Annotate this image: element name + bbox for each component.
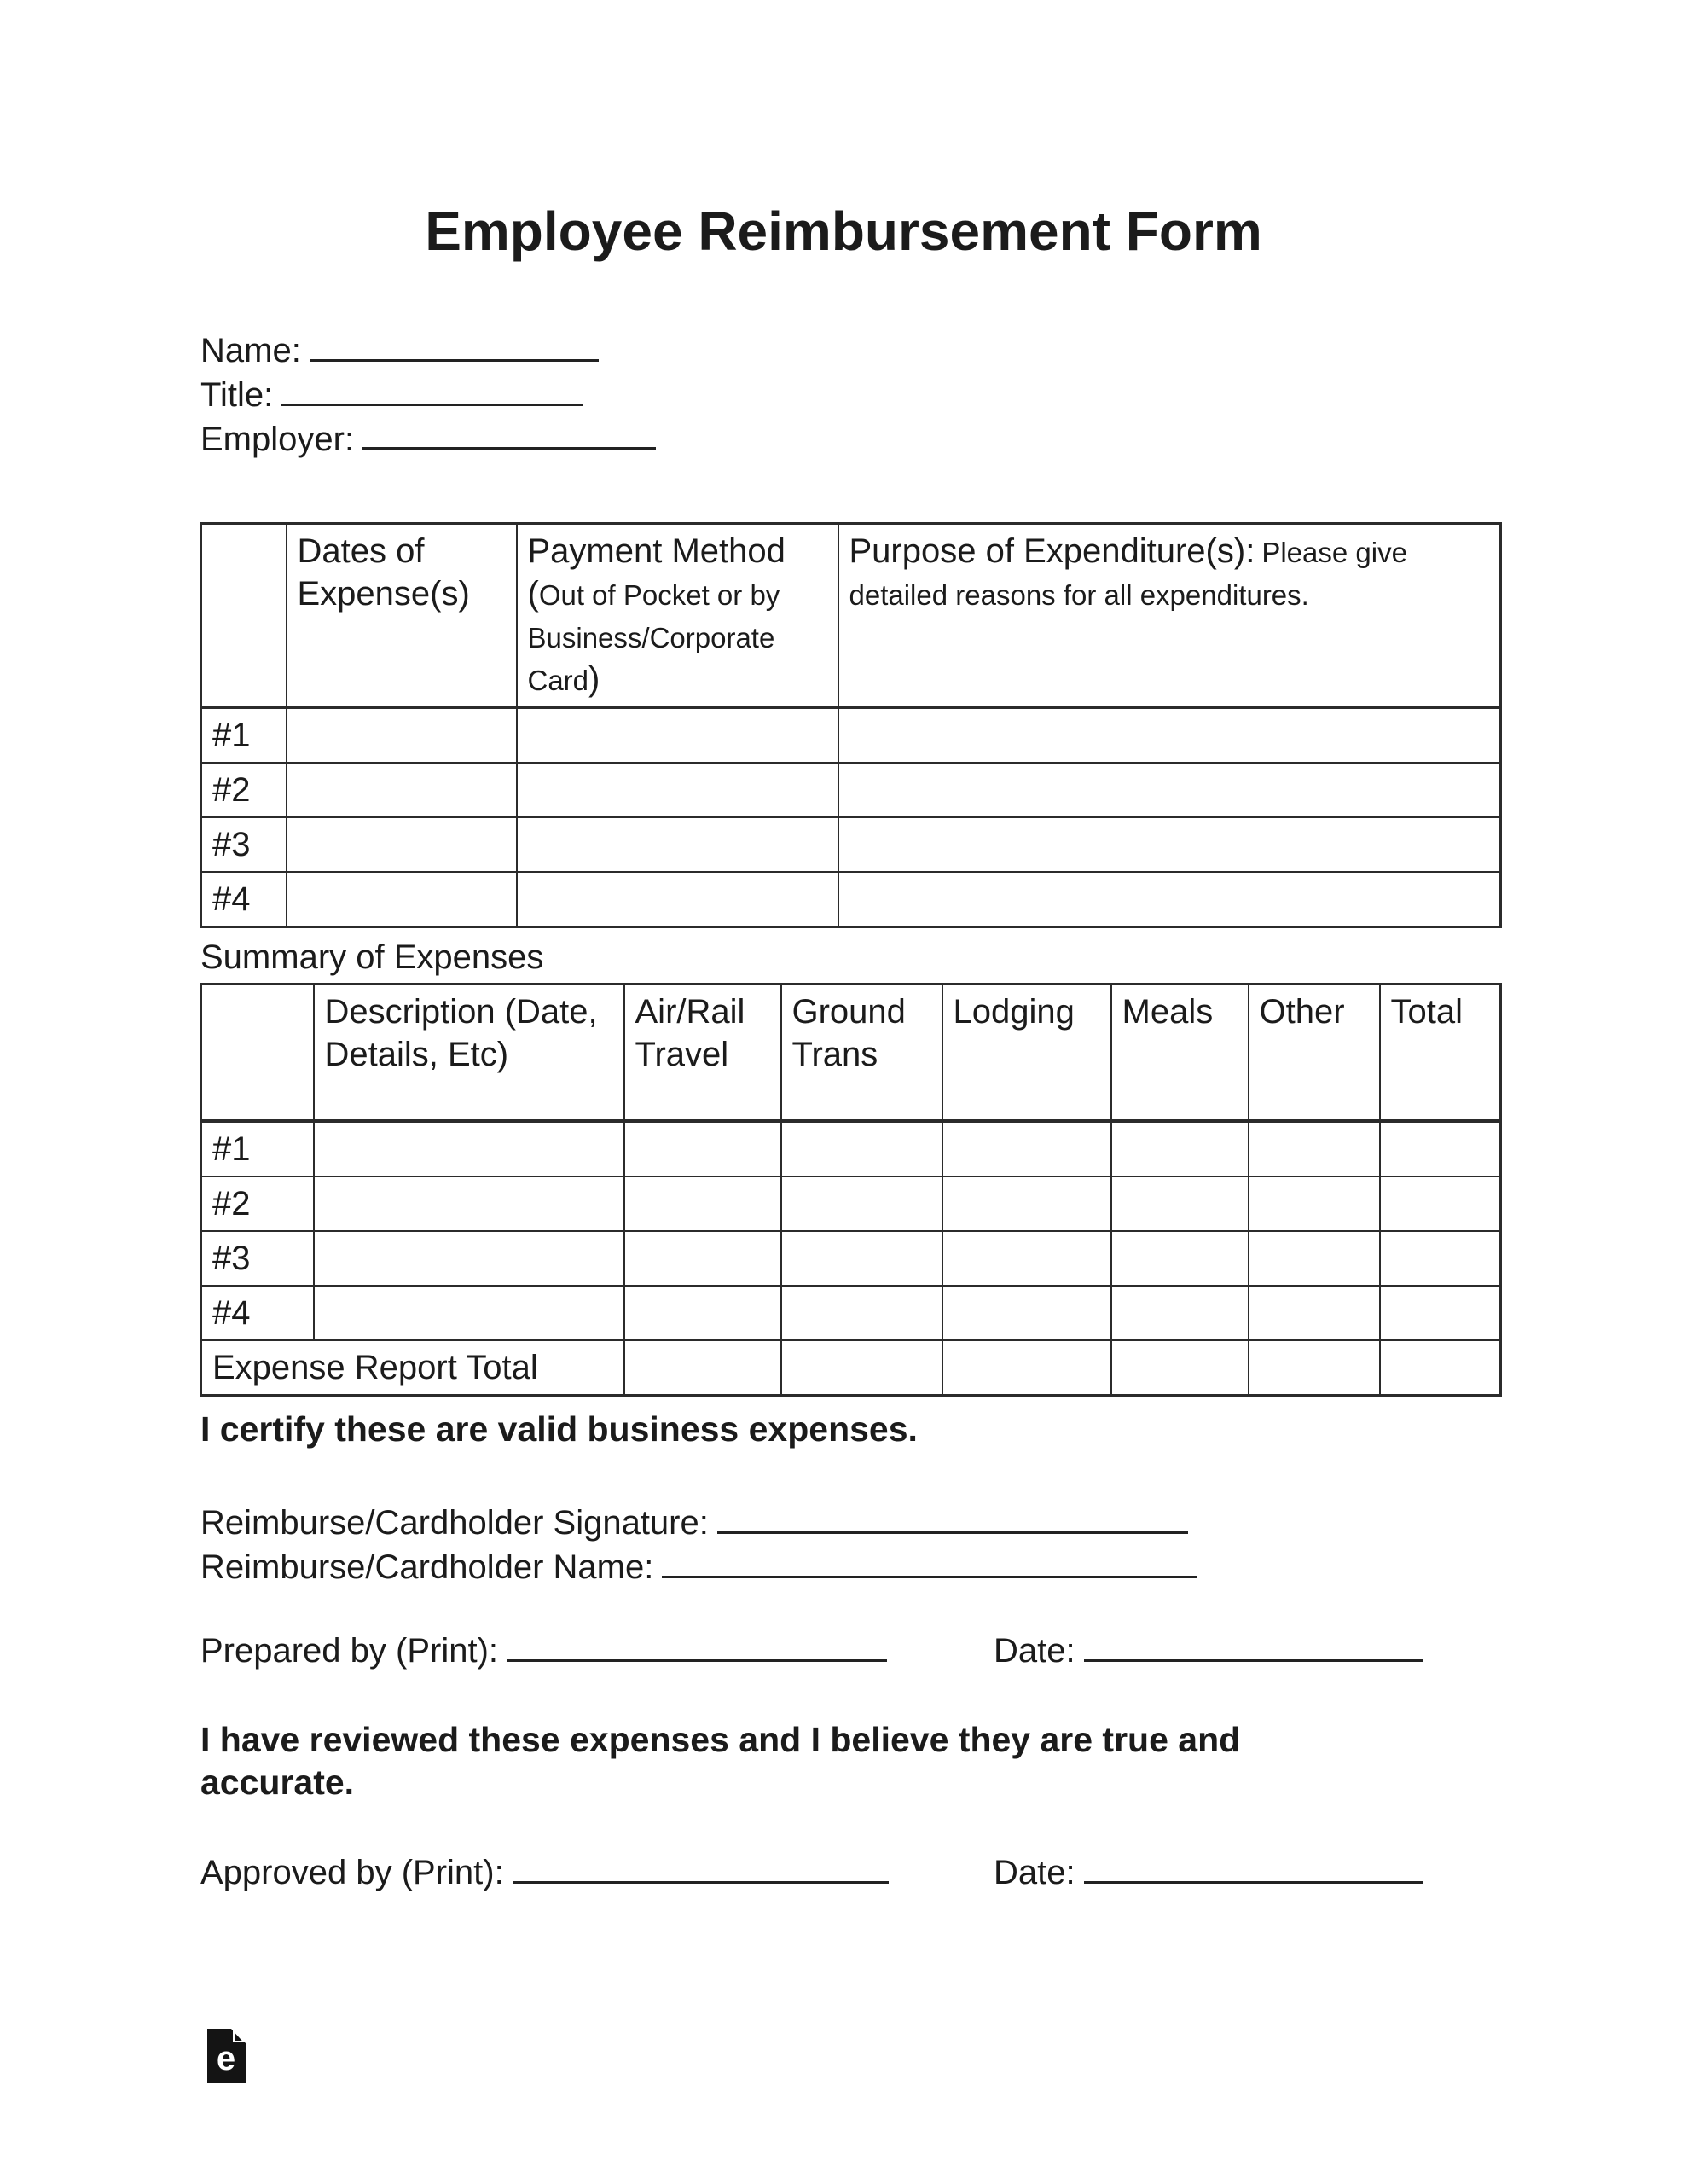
summary-total-lodging[interactable] — [942, 1340, 1111, 1396]
summary-total-ground-trans[interactable] — [781, 1340, 942, 1396]
expense-row-label: #4 — [201, 872, 287, 927]
approved-by-row — [200, 1850, 1502, 1894]
summary-row-3 — [201, 1231, 1501, 1286]
logo-letter: e — [216, 2040, 236, 2077]
summary-row-label: #3 — [201, 1231, 314, 1286]
expense-col-header-payment — [517, 524, 838, 708]
signature-section — [200, 1500, 1197, 1589]
summary-col-header-rownum — [201, 985, 314, 1121]
summary-section-heading: Summary of Expenses — [200, 938, 544, 976]
expense-row-1 — [201, 707, 1501, 763]
expense-cell-dates[interactable] — [287, 872, 517, 927]
summary-row-label: #1 — [201, 1121, 314, 1176]
expense-row-label: #3 — [201, 817, 287, 872]
document-page-icon — [207, 2029, 246, 2083]
summary-row-label: #4 — [201, 1286, 314, 1340]
title-field-row — [200, 372, 656, 416]
expense-cell-payment[interactable] — [517, 763, 838, 817]
expense-row-label: #1 — [201, 707, 287, 763]
expense-row-label: #2 — [201, 763, 287, 817]
summary-cell-total[interactable] — [1380, 1121, 1501, 1176]
expense-col-header-rownum — [201, 524, 287, 708]
payment-header-main: Payment Method — [527, 532, 786, 570]
cardholder-name-row — [200, 1544, 1197, 1589]
prepared-by-blank-line[interactable] — [507, 1628, 887, 1662]
approved-by-group — [200, 1850, 889, 1892]
cardholder-name-blank-line[interactable] — [662, 1544, 1197, 1578]
employer-label: Employer: — [200, 420, 355, 458]
summary-cell-description[interactable] — [314, 1121, 624, 1176]
summary-total-other[interactable] — [1249, 1340, 1380, 1396]
summary-cell-ground-trans[interactable] — [781, 1231, 942, 1286]
summary-cell-other[interactable] — [1249, 1176, 1380, 1231]
expense-cell-purpose[interactable] — [838, 763, 1501, 817]
summary-cell-meals[interactable] — [1111, 1286, 1249, 1340]
summary-cell-description[interactable] — [314, 1286, 624, 1340]
expense-cell-dates[interactable] — [287, 763, 517, 817]
summary-col-header-lodging: Lodging — [942, 985, 1111, 1121]
name-field-row — [200, 328, 656, 372]
summary-col-header-air-rail: Air/Rail Travel — [624, 985, 781, 1121]
summary-cell-total[interactable] — [1380, 1286, 1501, 1340]
summary-cell-other[interactable] — [1249, 1286, 1380, 1340]
cardholder-name-label: Reimburse/Cardholder Name: — [200, 1548, 654, 1586]
summary-cell-description[interactable] — [314, 1176, 624, 1231]
summary-row-label: #2 — [201, 1176, 314, 1231]
summary-cell-air-rail[interactable] — [624, 1286, 781, 1340]
prepared-by-row — [200, 1628, 1502, 1672]
purpose-header-sub: Please give detailed reasons for all expenditures. — [849, 537, 1407, 611]
expense-col-header-purpose — [838, 524, 1501, 708]
approved-date-group — [994, 1850, 1423, 1892]
expense-cell-dates[interactable] — [287, 817, 517, 872]
prepared-date-blank-line[interactable] — [1084, 1628, 1423, 1662]
summary-cell-total[interactable] — [1380, 1231, 1501, 1286]
summary-cell-ground-trans[interactable] — [781, 1121, 942, 1176]
summary-cell-lodging[interactable] — [942, 1231, 1111, 1286]
title-label: Title: — [200, 375, 274, 414]
expense-header-row — [201, 524, 1501, 708]
expense-row-3 — [201, 817, 1501, 872]
expense-row-4 — [201, 872, 1501, 927]
expense-col-header-dates: Dates of Expense(s) — [287, 524, 517, 708]
purpose-header-main: Purpose of Expenditure(s): — [849, 532, 1255, 570]
prepared-date-label: Date: — [994, 1631, 1075, 1670]
expense-cell-payment[interactable] — [517, 872, 838, 927]
summary-cell-air-rail[interactable] — [624, 1231, 781, 1286]
summary-total-total[interactable] — [1380, 1340, 1501, 1396]
summary-row-2 — [201, 1176, 1501, 1231]
approved-by-blank-line[interactable] — [513, 1850, 889, 1884]
summary-header-row — [201, 985, 1501, 1121]
summary-total-row — [201, 1340, 1501, 1396]
summary-cell-other[interactable] — [1249, 1121, 1380, 1176]
expense-cell-payment[interactable] — [517, 707, 838, 763]
name-blank-line[interactable] — [310, 328, 599, 362]
eforms-logo-icon — [207, 2029, 246, 2083]
cardholder-signature-label: Reimburse/Cardholder Signature: — [200, 1503, 709, 1542]
expense-report-total-label: Expense Report Total — [201, 1340, 624, 1396]
summary-col-header-other: Other — [1249, 985, 1380, 1121]
expense-row-2 — [201, 763, 1501, 817]
summary-col-header-description: Description (Date, Details, Etc) — [314, 985, 624, 1121]
summary-col-header-ground-trans: Ground Trans — [781, 985, 942, 1121]
summary-col-header-total: Total — [1380, 985, 1501, 1121]
title-blank-line[interactable] — [281, 372, 583, 406]
summary-cell-lodging[interactable] — [942, 1176, 1111, 1231]
prepared-by-label: Prepared by (Print): — [200, 1631, 499, 1670]
summary-cell-description[interactable] — [314, 1231, 624, 1286]
summary-table — [200, 983, 1502, 1397]
employee-info-section — [200, 328, 656, 460]
summary-total-meals[interactable] — [1111, 1340, 1249, 1396]
prepared-by-group — [200, 1628, 887, 1670]
summary-total-air-rail[interactable] — [624, 1340, 781, 1396]
expense-cell-purpose[interactable] — [838, 872, 1501, 927]
prepared-date-group — [994, 1628, 1423, 1670]
summary-cell-lodging[interactable] — [942, 1286, 1111, 1340]
expense-cell-purpose[interactable] — [838, 817, 1501, 872]
summary-cell-other[interactable] — [1249, 1231, 1380, 1286]
summary-cell-ground-trans[interactable] — [781, 1286, 942, 1340]
expense-cell-dates[interactable] — [287, 707, 517, 763]
summary-cell-total[interactable] — [1380, 1176, 1501, 1231]
summary-cell-meals[interactable] — [1111, 1176, 1249, 1231]
summary-cell-air-rail[interactable] — [624, 1121, 781, 1176]
summary-cell-air-rail[interactable] — [624, 1176, 781, 1231]
employer-blank-line[interactable] — [362, 416, 656, 450]
summary-cell-lodging[interactable] — [942, 1121, 1111, 1176]
reviewed-statement: I have reviewed these expenses and I believe they are true and accurate. — [200, 1720, 1241, 1802]
expense-cell-payment[interactable] — [517, 817, 838, 872]
payment-header-sub: (Out of Pocket or by Business/Corporate Card) — [527, 575, 780, 698]
approved-date-blank-line[interactable] — [1084, 1850, 1423, 1884]
employer-field-row — [200, 416, 656, 461]
expense-detail-table — [200, 522, 1502, 928]
summary-col-header-meals: Meals — [1111, 985, 1249, 1121]
approved-date-label: Date: — [994, 1853, 1075, 1891]
summary-row-1 — [201, 1121, 1501, 1176]
certify-statement: I certify these are valid business expenses. — [200, 1409, 918, 1449]
form-title: Employee Reimbursement Form — [425, 200, 1262, 262]
cardholder-signature-row — [200, 1500, 1197, 1544]
summary-cell-meals[interactable] — [1111, 1231, 1249, 1286]
summary-cell-meals[interactable] — [1111, 1121, 1249, 1176]
expense-cell-purpose[interactable] — [838, 707, 1501, 763]
name-label: Name: — [200, 331, 301, 369]
summary-cell-ground-trans[interactable] — [781, 1176, 942, 1231]
cardholder-signature-blank-line[interactable] — [717, 1500, 1188, 1534]
summary-row-4 — [201, 1286, 1501, 1340]
approved-by-label: Approved by (Print): — [200, 1853, 504, 1891]
